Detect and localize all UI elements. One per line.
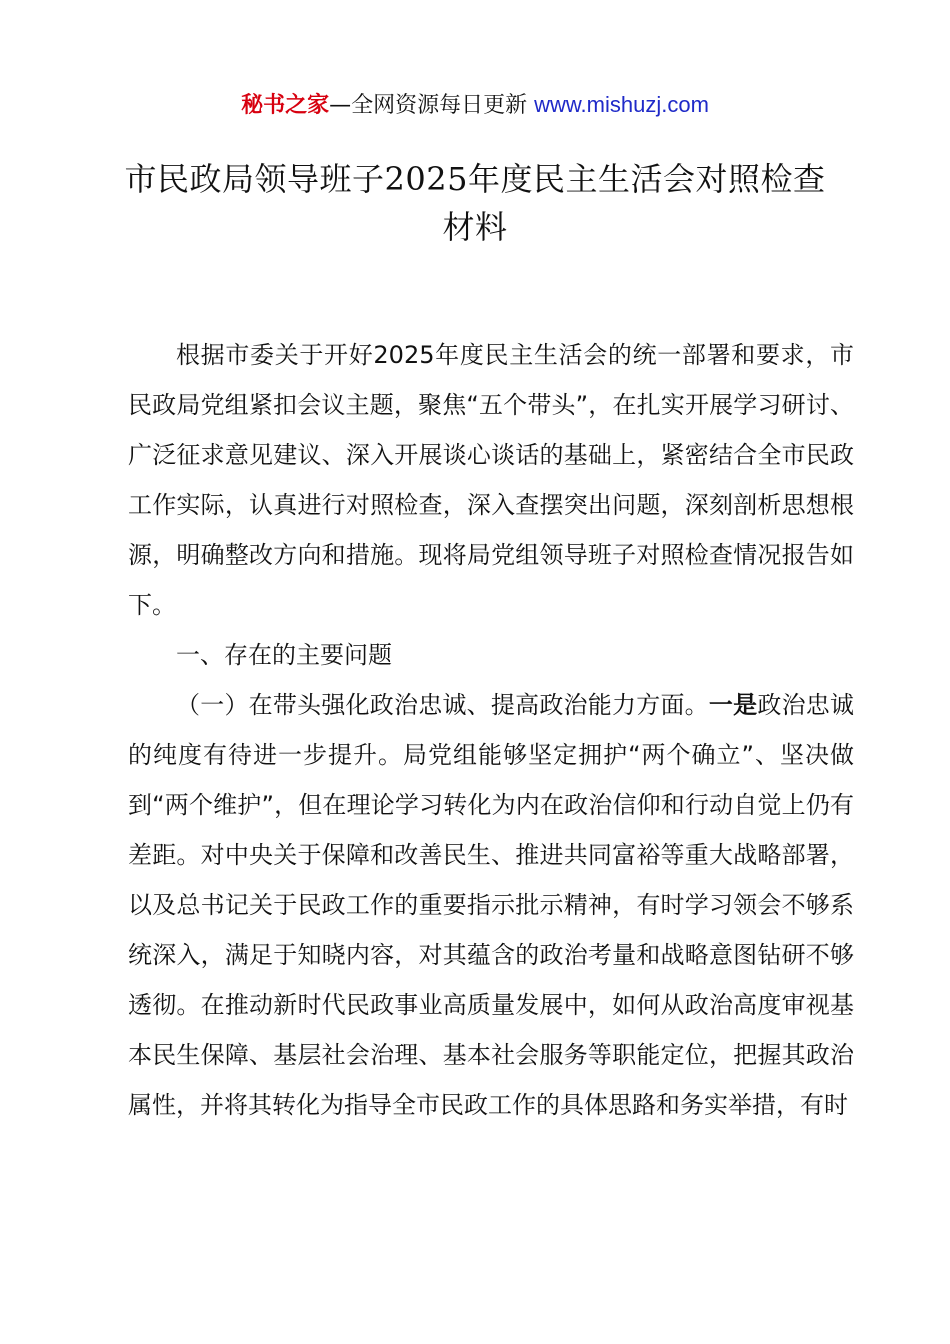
site-header: [0, 88, 950, 123]
site-url-link[interactable]: www.mishuzj.com: [534, 92, 709, 117]
subsection-text: 政治忠诚的纯度有待进一步提升。局党组能够坚定拥护“两个确立”、坚决做到“两个维护”，但在理论学习转化为内在政治信仰和行动自觉上仍有差距。对中央关于保障和改善民生、推进共同富裕等重大战略部署，以及总书记关于民政工作的重要指示批示精神，有时学习领会不够系统深入，满足于知晓内容，对其蕴含的政治考量和战略意图钻研不够透彻。在推动新时代民政事业高质量发展中，如何从政治高度审视基本民生保障、基层社会治理、基本社会服务等职能定位，把握其政治属性，并将其转化为指导全市民政工作的具体思路和务实举措，有时: [128, 691, 855, 1119]
document-body: [128, 330, 854, 1130]
lead-marker: 一是: [708, 691, 758, 719]
site-tagline: —全网资源每日更新: [329, 93, 535, 118]
site-brand: 秘书之家: [241, 93, 330, 118]
subsection-paragraph: [128, 680, 854, 1130]
intro-paragraph: 根据市委关于开好2025年度民主生活会的统一部署和要求，市民政局党组紧扣会议主题，聚焦“五个带头”，在扎实开展学习研讨、广泛征求意见建议、深入开展谈心谈话的基础上，紧密结合全市民政工作实际，认真进行对照检查，深入查摆突出问题，深刻剖析思想根源，明确整改方向和措施。现将局党组领导班子对照检查情况报告如下。: [128, 341, 854, 619]
subsection-heading: （一）在带头强化政治忠诚、提高政治能力方面。: [176, 691, 709, 719]
section-heading: 一、存在的主要问题: [176, 641, 392, 669]
document-title: 市民政局领导班子2025年度民主生活会对照检查材料: [124, 160, 826, 246]
